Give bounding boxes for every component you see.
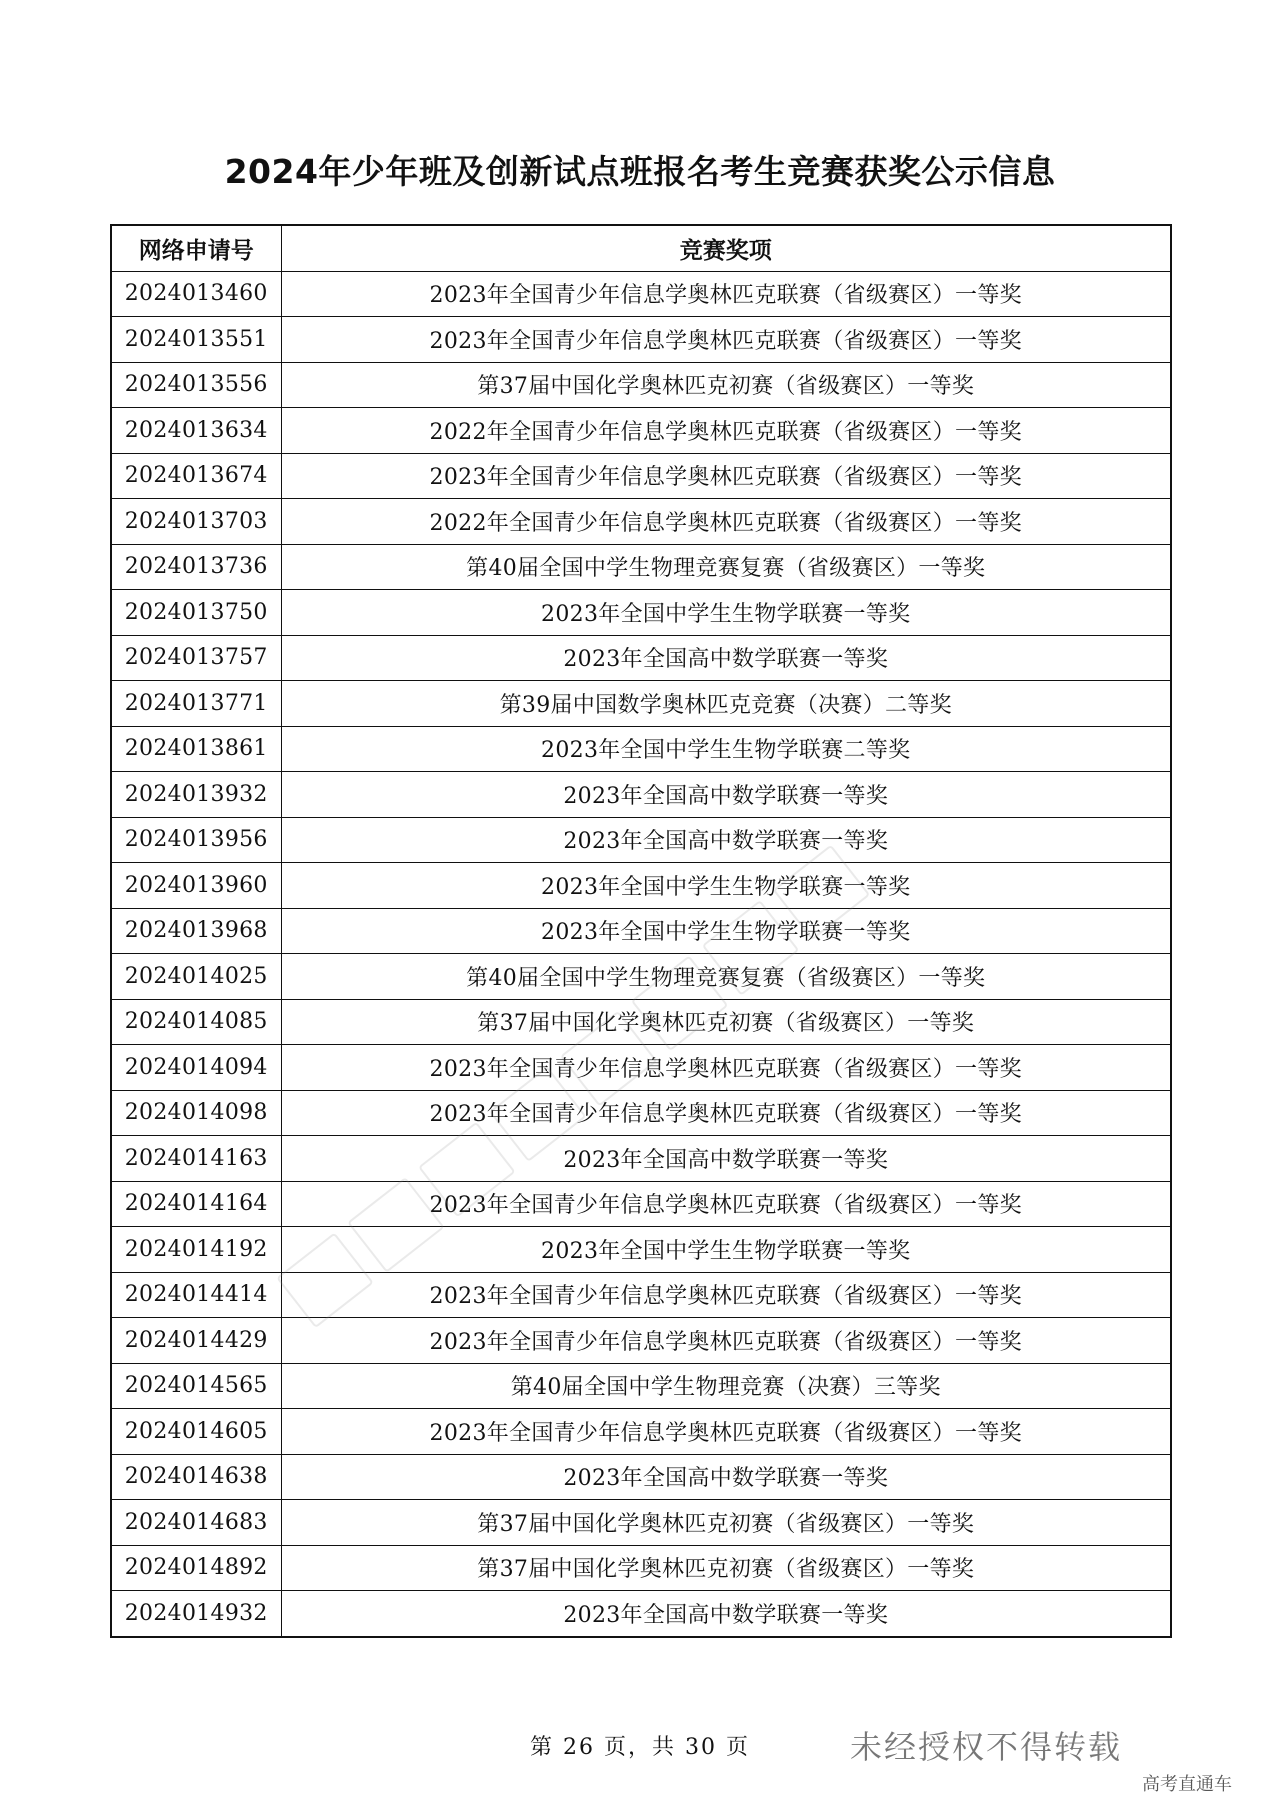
award-cell: 2023年全国中学生生物学联赛二等奖 (281, 726, 1171, 772)
application-id-cell: 2024014164 (111, 1181, 281, 1227)
application-id-cell: 2024013460 (111, 271, 281, 317)
award-cell: 第37届中国化学奥林匹克初赛（省级赛区）一等奖 (281, 1500, 1171, 1546)
table-row (111, 1227, 1171, 1273)
award-cell: 第37届中国化学奥林匹克初赛（省级赛区）一等奖 (281, 999, 1171, 1045)
application-id-cell: 2024014892 (111, 1545, 281, 1591)
application-id-cell: 2024013674 (111, 453, 281, 499)
award-table (110, 224, 1172, 1638)
table-row (111, 681, 1171, 727)
table-row (111, 863, 1171, 909)
table-row (111, 1363, 1171, 1409)
application-id-cell: 2024014565 (111, 1363, 281, 1409)
table-row (111, 590, 1171, 636)
table-row (111, 1545, 1171, 1591)
table-row (111, 544, 1171, 590)
award-cell: 2023年全国青少年信息学奥林匹克联赛（省级赛区）一等奖 (281, 1045, 1171, 1091)
table-row (111, 317, 1171, 363)
application-id-cell: 2024013736 (111, 544, 281, 590)
column-header-award: 竞赛奖项 (281, 225, 1171, 271)
table-row (111, 635, 1171, 681)
table-row (111, 1272, 1171, 1318)
table-row (111, 954, 1171, 1000)
table-row (111, 817, 1171, 863)
table-header-row (111, 225, 1171, 271)
award-cell: 第39届中国数学奥林匹克竞赛（决赛）二等奖 (281, 681, 1171, 727)
award-cell: 2023年全国中学生生物学联赛一等奖 (281, 863, 1171, 909)
table-row (111, 362, 1171, 408)
application-id-cell: 2024014638 (111, 1454, 281, 1500)
application-id-cell: 2024013703 (111, 499, 281, 545)
application-id-cell: 2024013968 (111, 908, 281, 954)
table-row (111, 1136, 1171, 1182)
table-row (111, 453, 1171, 499)
application-id-cell: 2024014429 (111, 1318, 281, 1364)
column-header-application-id: 网络申请号 (111, 225, 281, 271)
application-id-cell: 2024013556 (111, 362, 281, 408)
table-row (111, 1090, 1171, 1136)
page-title: 2024年少年班及创新试点班报名考生竞赛获奖公示信息 (224, 152, 1056, 191)
table-header (111, 225, 1171, 271)
award-cell: 2023年全国高中数学联赛一等奖 (281, 772, 1171, 818)
page-number: 第 26 页，共 30 页 (530, 1735, 750, 1760)
application-id-cell: 2024014025 (111, 954, 281, 1000)
award-cell: 2022年全国青少年信息学奥林匹克联赛（省级赛区）一等奖 (281, 499, 1171, 545)
award-cell: 2023年全国青少年信息学奥林匹克联赛（省级赛区）一等奖 (281, 1181, 1171, 1227)
award-cell: 2023年全国青少年信息学奥林匹克联赛（省级赛区）一等奖 (281, 1409, 1171, 1455)
table-row (111, 1409, 1171, 1455)
award-cell: 2023年全国高中数学联赛一等奖 (281, 817, 1171, 863)
application-id-cell: 2024014605 (111, 1409, 281, 1455)
application-id-cell: 2024014085 (111, 999, 281, 1045)
award-cell: 2023年全国高中数学联赛一等奖 (281, 1591, 1171, 1637)
application-id-cell: 2024013551 (111, 317, 281, 363)
award-cell: 2023年全国中学生生物学联赛一等奖 (281, 908, 1171, 954)
award-cell: 2023年全国中学生生物学联赛一等奖 (281, 590, 1171, 636)
table-row (111, 772, 1171, 818)
table-row (111, 1500, 1171, 1546)
application-id-cell: 2024013960 (111, 863, 281, 909)
table-row (111, 499, 1171, 545)
table-row (111, 1181, 1171, 1227)
award-cell: 2022年全国青少年信息学奥林匹克联赛（省级赛区）一等奖 (281, 408, 1171, 454)
award-cell: 2023年全国高中数学联赛一等奖 (281, 1454, 1171, 1500)
award-cell: 2023年全国中学生生物学联赛一等奖 (281, 1227, 1171, 1273)
award-cell: 2023年全国青少年信息学奥林匹克联赛（省级赛区）一等奖 (281, 1090, 1171, 1136)
award-cell: 2023年全国高中数学联赛一等奖 (281, 635, 1171, 681)
award-cell: 2023年全国青少年信息学奥林匹克联赛（省级赛区）一等奖 (281, 271, 1171, 317)
application-id-cell: 2024014094 (111, 1045, 281, 1091)
application-id-cell: 2024013771 (111, 681, 281, 727)
table-row (111, 1454, 1171, 1500)
source-mark: 高考直通车 (1142, 1774, 1232, 1795)
application-id-cell: 2024013750 (111, 590, 281, 636)
table-row (111, 999, 1171, 1045)
table-row (111, 1318, 1171, 1364)
application-id-cell: 2024014098 (111, 1090, 281, 1136)
application-id-cell: 2024014932 (111, 1591, 281, 1637)
table-row (111, 1045, 1171, 1091)
award-cell: 第40届全国中学生物理竞赛复赛（省级赛区）一等奖 (281, 544, 1171, 590)
award-cell: 第40届全国中学生物理竞赛复赛（省级赛区）一等奖 (281, 954, 1171, 1000)
application-id-cell: 2024013956 (111, 817, 281, 863)
award-cell: 2023年全国青少年信息学奥林匹克联赛（省级赛区）一等奖 (281, 317, 1171, 363)
table-row (111, 271, 1171, 317)
table-row (111, 908, 1171, 954)
award-cell: 2023年全国青少年信息学奥林匹克联赛（省级赛区）一等奖 (281, 453, 1171, 499)
award-cell: 2023年全国青少年信息学奥林匹克联赛（省级赛区）一等奖 (281, 1272, 1171, 1318)
application-id-cell: 2024013861 (111, 726, 281, 772)
application-id-cell: 2024014414 (111, 1272, 281, 1318)
application-id-cell: 2024014683 (111, 1500, 281, 1546)
application-id-cell: 2024014163 (111, 1136, 281, 1182)
award-cell: 2023年全国高中数学联赛一等奖 (281, 1136, 1171, 1182)
application-id-cell: 2024013634 (111, 408, 281, 454)
award-cell: 2023年全国青少年信息学奥林匹克联赛（省级赛区）一等奖 (281, 1318, 1171, 1364)
application-id-cell: 2024013932 (111, 772, 281, 818)
table-row (111, 726, 1171, 772)
table-row (111, 408, 1171, 454)
award-cell: 第37届中国化学奥林匹克初赛（省级赛区）一等奖 (281, 1545, 1171, 1591)
award-cell: 第37届中国化学奥林匹克初赛（省级赛区）一等奖 (281, 362, 1171, 408)
application-id-cell: 2024013757 (111, 635, 281, 681)
table-row (111, 1591, 1171, 1637)
table-body (111, 271, 1171, 1637)
repost-notice-watermark: 未经授权不得转载 (850, 1728, 1123, 1766)
award-cell: 第40届全国中学生物理竞赛（决赛）三等奖 (281, 1363, 1171, 1409)
application-id-cell: 2024014192 (111, 1227, 281, 1273)
